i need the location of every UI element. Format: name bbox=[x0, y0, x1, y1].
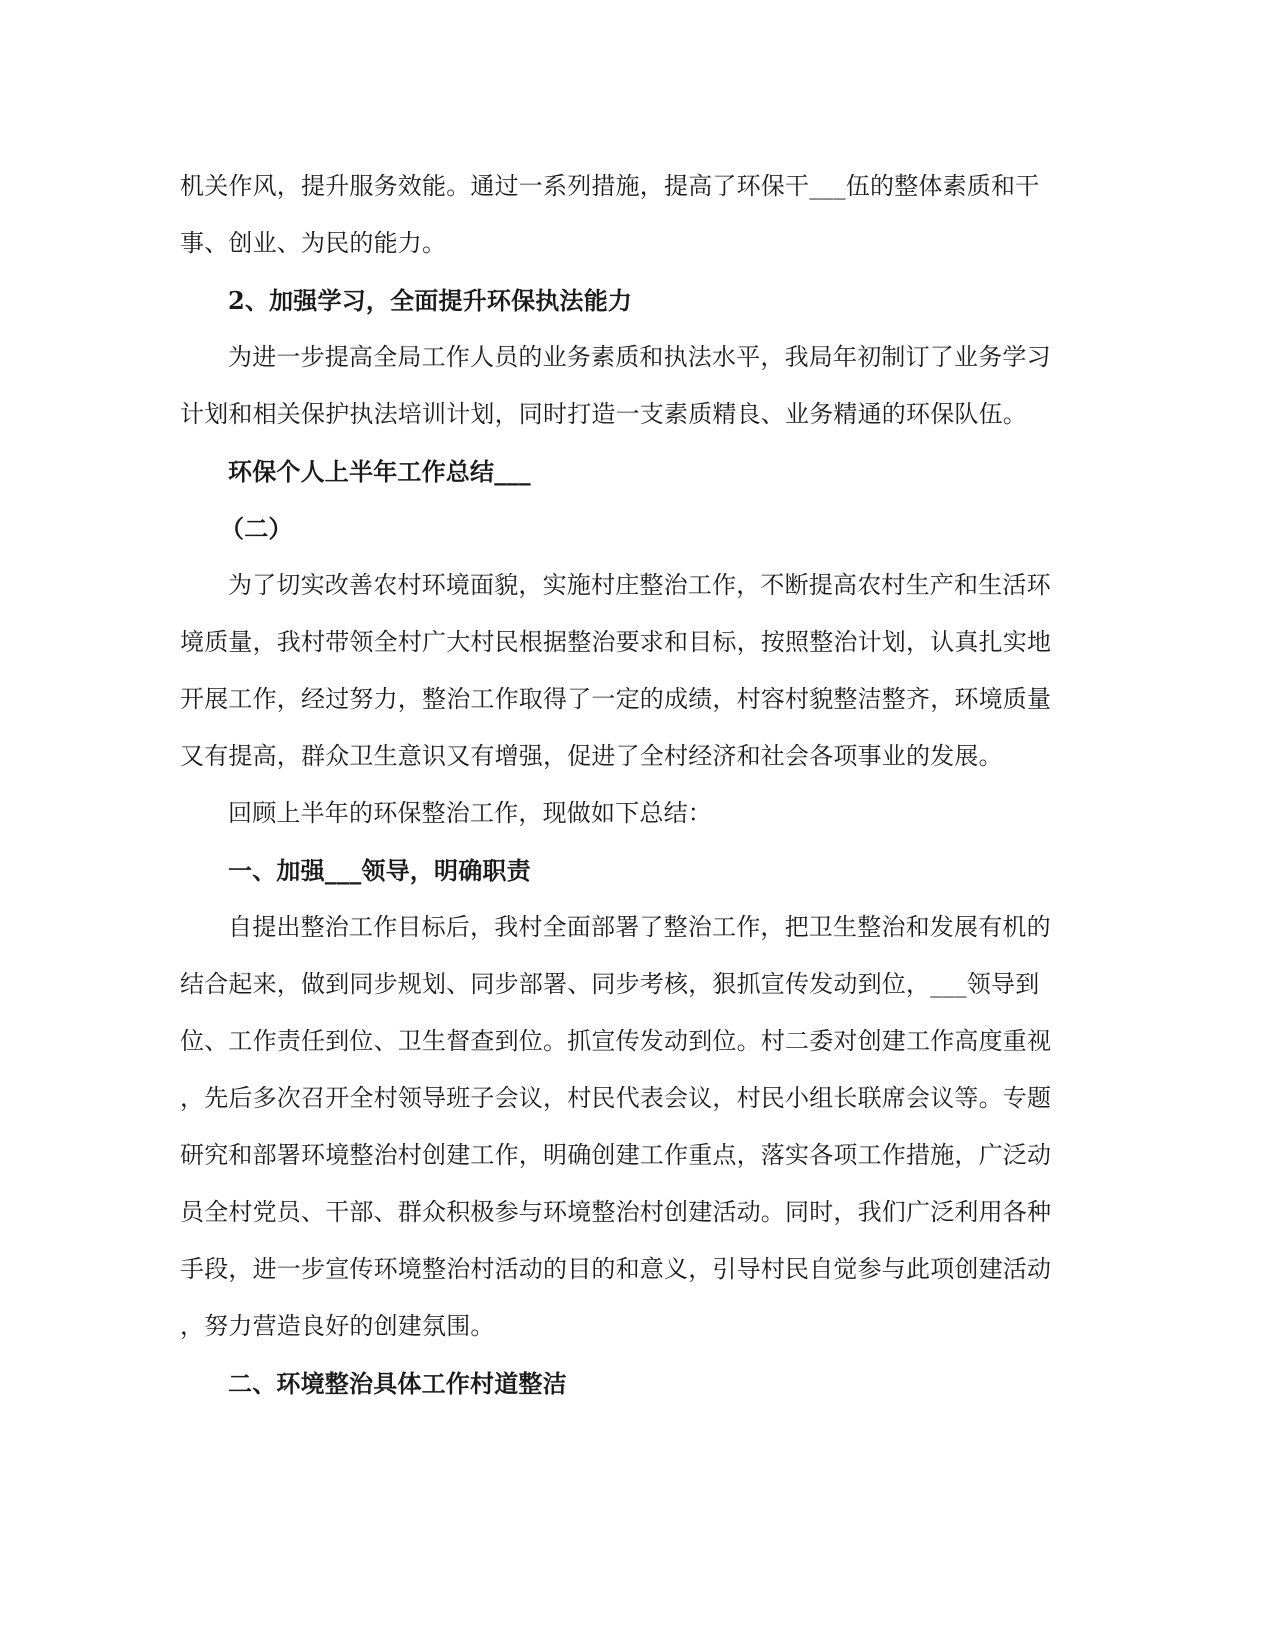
body-text-line: 手段，进一步宣传环境整治村活动的目的和意义，引导村民自觉参与此项创建活动 bbox=[180, 1255, 1052, 1283]
body-text-line: 结合起来，做到同步规划、同步部署、同步考核，狠抓宣传发动到位，___领导到 bbox=[180, 970, 1040, 998]
body-text-line: 研究和部署环境整治村创建工作，明确创建工作重点，落实各项工作措施，广泛动 bbox=[180, 1141, 1052, 1169]
body-text-line: 又有提高，群众卫生意识又有增强，促进了全村经济和社会各项事业的发展。 bbox=[180, 742, 1003, 770]
body-text-line: ，努力营造良好的创建氛围。 bbox=[180, 1312, 495, 1340]
body-text-line: 机关作风，提升服务效能。通过一系列措施，提高了环保干___伍的整体素质和干 bbox=[180, 172, 1040, 200]
body-text-line: 事、创业、为民的能力。 bbox=[180, 229, 447, 257]
body-text-line: 计划和相关保护执法培训计划，同时打造一支素质精良、业务精通的环保队伍。 bbox=[180, 400, 1027, 428]
body-text-line: 位、工作责任到位、卫生督查到位。抓宣传发动到位。村二委对创建工作高度重视 bbox=[180, 1027, 1052, 1055]
body-text-line: 为了切实改善农村环境面貌，实施村庄整治工作，不断提高农村生产和生活环 bbox=[228, 571, 1051, 599]
body-text-line: 开展工作，经过努力，整治工作取得了一定的成绩，村容村貌整洁整齐，环境质量 bbox=[180, 685, 1052, 713]
body-text-line: 境质量，我村带领全村广大村民根据整治要求和目标，按照整治计划，认真扎实地 bbox=[180, 628, 1052, 656]
body-text-line: 自提出整治工作目标后，我村全面部署了整治工作，把卫生整治和发展有机的 bbox=[228, 913, 1051, 941]
body-text-line: ，先后多次召开全村领导班子会议，村民代表会议，村民小组长联席会议等。专题 bbox=[180, 1084, 1052, 1112]
document-title: 环保个人上半年工作总结___ bbox=[228, 457, 531, 486]
body-text-line: 为进一步提高全局工作人员的业务素质和执法水平，我局年初制订了业务学习 bbox=[228, 343, 1051, 371]
section-heading: 二、环境整治具体工作村道整洁 bbox=[228, 1369, 567, 1398]
section-heading: 一、加强___领导，明确职责 bbox=[228, 856, 531, 885]
document-subtitle: （二） bbox=[220, 514, 293, 543]
document-page bbox=[180, 158, 1052, 1412]
section-heading: 2、加强学习，全面提升环保执法能力 bbox=[228, 286, 633, 315]
body-text-line: 回顾上半年的环保整治工作，现做如下总结： bbox=[228, 799, 712, 827]
body-text-line: 员全村党员、干部、群众积极参与环境整治村创建活动。同时，我们广泛利用各种 bbox=[180, 1198, 1052, 1226]
